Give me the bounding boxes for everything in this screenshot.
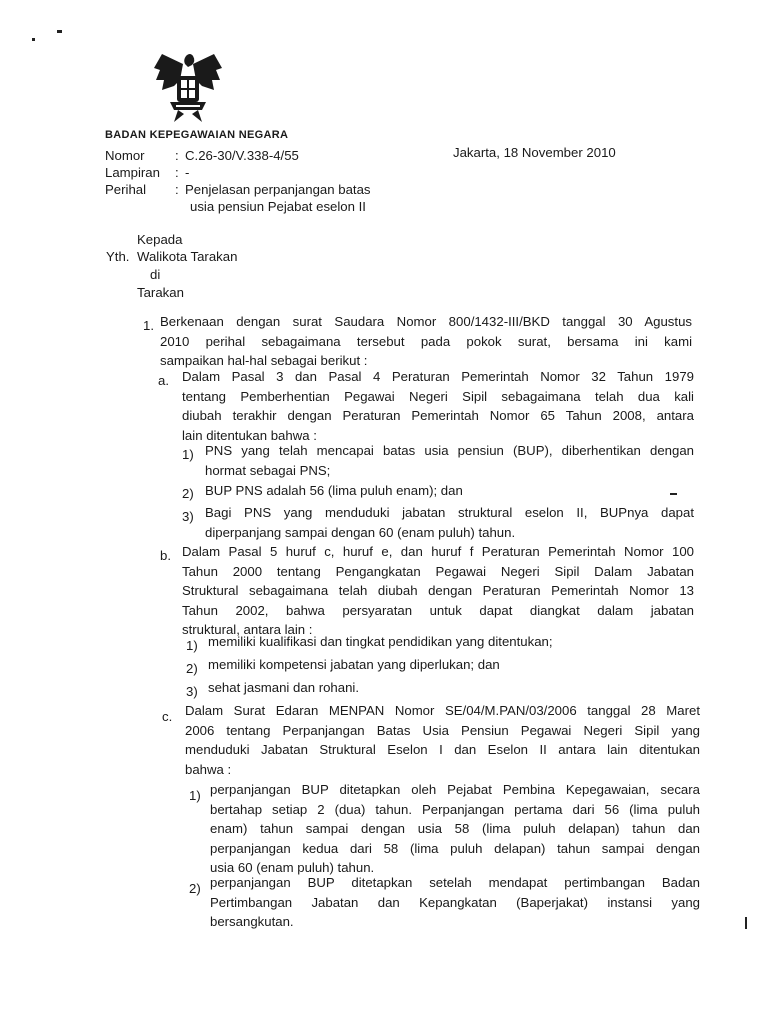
- subitem-number: 2): [189, 881, 201, 896]
- text-line: Dalam Surat Edaran MENPAN Nomor SE/04/M.PAN/03/2006 tanggal 28 Maret: [185, 703, 700, 718]
- lampiran-label: Lampiran: [105, 165, 160, 180]
- subitem-number: 1): [186, 638, 198, 653]
- paragraph-b: [182, 543, 694, 641]
- text-line: sampaikan hal-hal sebagai berikut :: [160, 353, 368, 368]
- colon: :: [175, 148, 179, 163]
- text-line: Tahun 2000 tentang Pengangkatan Pegawai Negeri Sipil Dalam Jabatan: [182, 563, 694, 579]
- item-letter: c.: [162, 709, 173, 724]
- paragraph-c2: [210, 874, 700, 933]
- paragraph-c: [185, 702, 700, 780]
- text-line: Bagi PNS yang menduduki jabatan struktural eselon II, BUPnya dapat: [205, 505, 694, 520]
- text-line: bertahap setiap 2 (dua) tahun. Perpanjangan pertama dari 56 (lima puluh: [210, 801, 700, 817]
- paragraph-a2: [205, 482, 694, 502]
- lampiran-value: -: [185, 165, 190, 180]
- paragraph-item1: [160, 313, 692, 372]
- item-letter: a.: [158, 373, 169, 388]
- text-line: Pertimbangan Jabatan dan Kepangkatan (Baperjakat) instansi yang: [210, 894, 700, 910]
- perihal-value-line2: usia pensiun Pejabat eselon II: [190, 199, 366, 214]
- text-line: lain ditentukan bahwa :: [182, 427, 317, 443]
- recipient-name: Walikota Tarakan: [137, 249, 238, 264]
- item-letter: b.: [160, 548, 171, 563]
- text-line: tentang Pemberhentian Pegawai Negeri Sipil sebagaimana telah dua kali: [182, 388, 694, 404]
- subitem-number: 2): [186, 661, 198, 676]
- kepada-label: Kepada: [137, 232, 183, 247]
- scan-speck: [57, 30, 62, 33]
- text-line: Tahun 2002, bahwa persyaratan untuk dapat diangkat dalam jabatan: [182, 602, 694, 618]
- text-line: diperpanjang sampai dengan 60 (enam puluh) tahun.: [205, 524, 516, 540]
- perihal-value-line1: Penjelasan perpanjangan batas: [185, 182, 371, 197]
- paragraph-a1: [205, 442, 694, 481]
- item-number: 1.: [143, 318, 154, 333]
- subitem-number: 1): [182, 447, 194, 462]
- scan-speck: [745, 917, 747, 929]
- paragraph-c1: [210, 781, 700, 879]
- di-label: di: [150, 267, 161, 282]
- text-line: perpanjangan kedua dari 58 (lima puluh delapan) tahun sampai dengan: [210, 840, 700, 856]
- nomor-row: [105, 147, 299, 164]
- text-line: sehat jasmani dan rohani.: [208, 680, 360, 695]
- perihal-label: Perihal: [105, 182, 147, 197]
- paragraph-b2: [208, 656, 694, 676]
- text-line: enam) tahun sampai dengan usia 58 (lima puluh delapan) tahun dan: [210, 821, 700, 836]
- recipient-place: Tarakan: [137, 285, 184, 300]
- subitem-number: 3): [186, 684, 198, 699]
- subitem-number: 2): [182, 486, 194, 501]
- paragraph-b3: [208, 679, 694, 699]
- text-line: Struktural sebagaimana telah diubah dengan Peraturan Pemerintah Nomor 13: [182, 583, 694, 598]
- scan-speck: [32, 38, 35, 41]
- text-line: perpanjangan BUP ditetapkan oleh Pejabat Pembina Kepegawaian, secara: [210, 782, 700, 797]
- garuda-emblem-icon: [150, 50, 226, 126]
- subitem-number: 3): [182, 509, 194, 524]
- text-line: memiliki kualifikasi dan tingkat pendidikan yang ditentukan;: [208, 634, 553, 649]
- text-line: menduduki Jabatan Struktural Eselon I dan Eselon II antara lain ditentukan: [185, 742, 700, 757]
- text-line: Berkenaan dengan surat Saudara Nomor 800/1432-III/BKD tanggal 30 Agustus: [160, 314, 692, 329]
- text-line: BUP PNS adalah 56 (lima puluh enam); dan: [205, 483, 463, 498]
- paragraph-b1: [208, 633, 694, 653]
- text-line: 2006 tentang Perpanjangan Batas Usia Pensiun Pegawai Negeri Sipil yang: [185, 722, 700, 738]
- paragraph-a3: [205, 504, 694, 543]
- letter-date: Jakarta, 18 November 2010: [453, 145, 616, 160]
- subitem-number: 1): [189, 788, 201, 803]
- text-line: Dalam Pasal 5 huruf c, huruf e, dan huruf f Peraturan Pemerintah Nomor 100: [182, 544, 694, 559]
- yth-label: Yth.: [106, 249, 130, 264]
- text-line: 2010 perihal sebagaimana tersebut pada pokok surat, bersama ini kami: [160, 333, 692, 349]
- perihal-row: [105, 181, 371, 198]
- text-line: memiliki kompetensi jabatan yang diperlukan; dan: [208, 657, 500, 672]
- text-line: usia 60 (enam puluh) tahun.: [210, 860, 375, 875]
- text-line: perpanjangan BUP ditetapkan setelah mendapat pertimbangan Badan: [210, 875, 700, 890]
- text-line: PNS yang telah mencapai batas usia pensiun (BUP), diberhentikan dengan: [205, 443, 694, 458]
- text-line: bahwa :: [185, 761, 232, 777]
- text-line: hormat sebagai PNS;: [205, 462, 331, 478]
- organization-name: BADAN KEPEGAWAIAN NEGARA: [105, 129, 289, 141]
- colon: :: [175, 182, 179, 197]
- colon: :: [175, 165, 179, 180]
- text-line: diubah terakhir dengan Peraturan Pemerintah Nomor 65 Tahun 2008, antara: [182, 408, 694, 423]
- lampiran-row: [105, 164, 189, 181]
- nomor-value: C.26-30/V.338-4/55: [185, 148, 299, 163]
- nomor-label: Nomor: [105, 148, 145, 163]
- paragraph-a: [182, 368, 694, 446]
- text-line: bersangkutan.: [210, 914, 294, 929]
- text-line: Dalam Pasal 3 dan Pasal 4 Peraturan Pemerintah Nomor 32 Tahun 1979: [182, 369, 694, 384]
- text-line: struktural, antara lain :: [182, 622, 313, 637]
